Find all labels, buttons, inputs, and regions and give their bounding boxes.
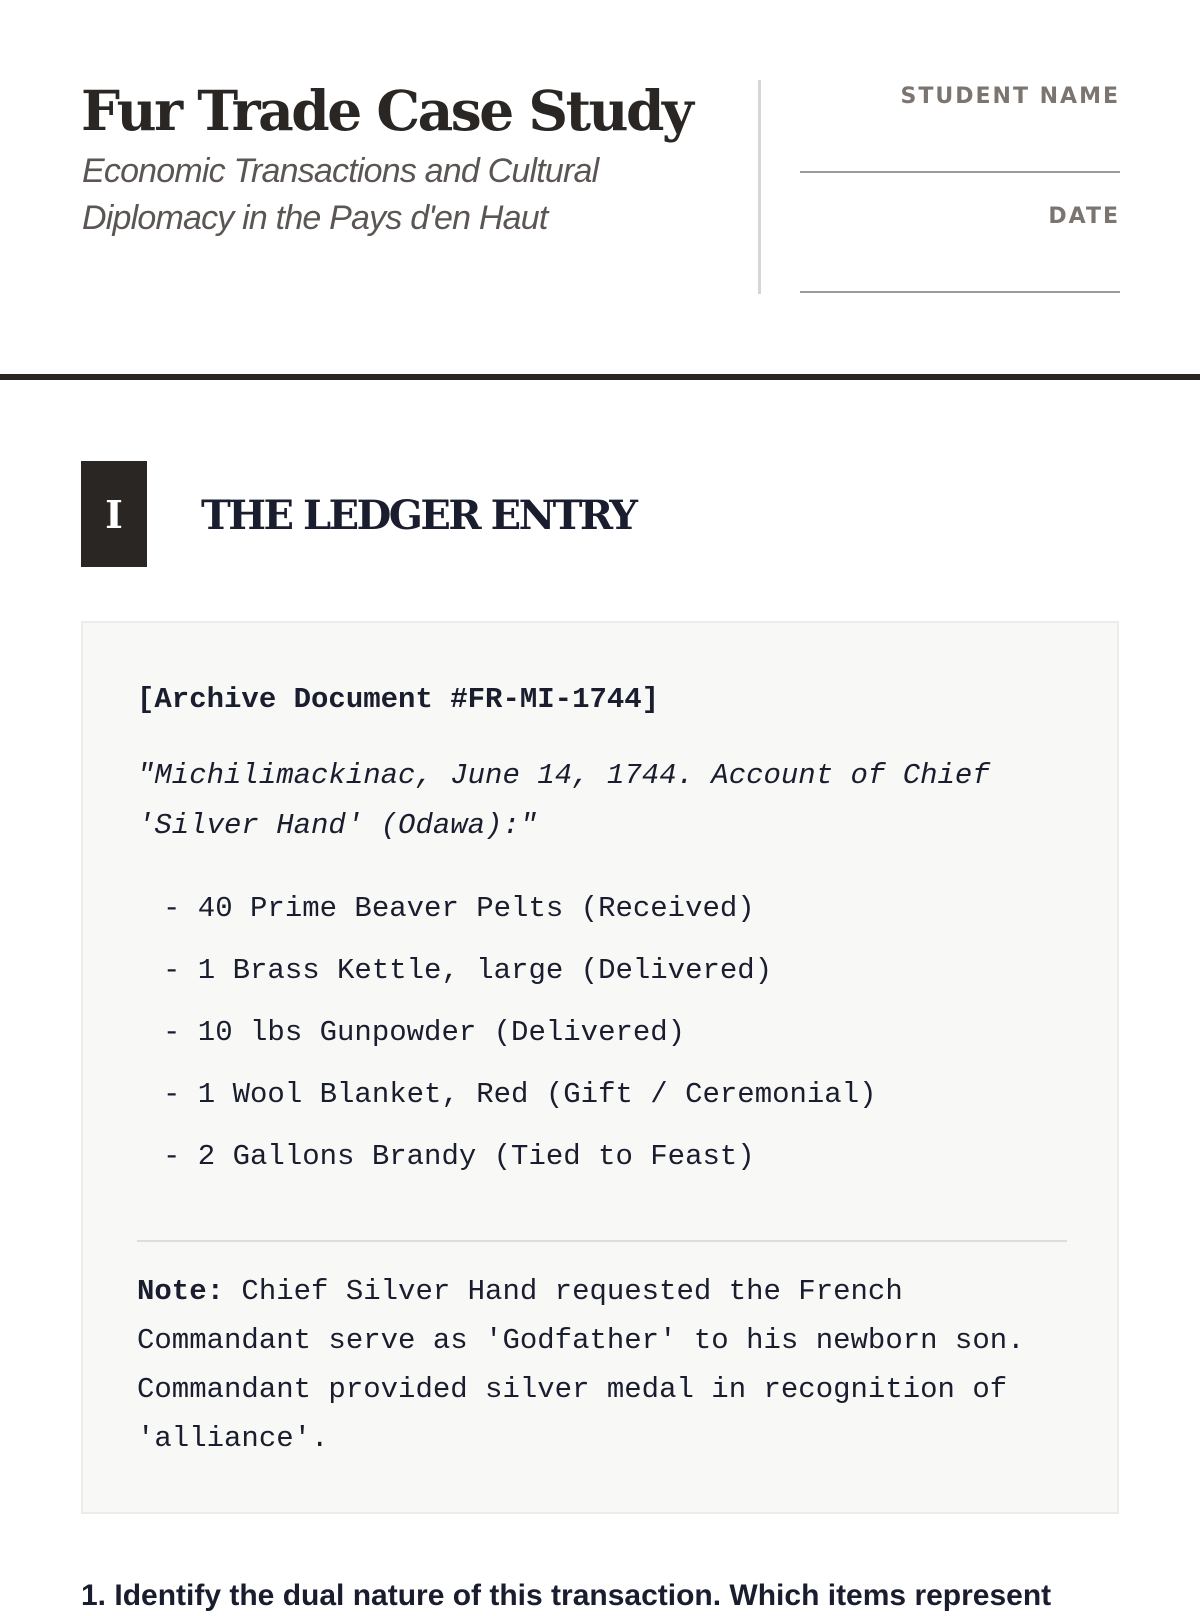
date-label: DATE — [1048, 204, 1120, 229]
ledger-item: - 1 Wool Blanket, Red (Gift / Ceremonial) — [163, 1078, 877, 1111]
note-text: Chief Silver Hand requested the French Commandant serve as 'Godfather' to his newborn son. Commandant provided silver medal in recognition of 'alliance'. — [137, 1275, 1025, 1455]
question-1: 1. Identify the dual nature of this transaction. Which items represent — [81, 1579, 1052, 1612]
date-field[interactable] — [800, 291, 1120, 293]
archive-document-box — [81, 621, 1119, 1514]
student-name-field[interactable] — [800, 171, 1120, 173]
page-subtitle: Economic Transactions and Cultural Diplomacy in the Pays d'en Haut — [82, 152, 599, 237]
ledger-item-list — [163, 889, 877, 1199]
archive-document-intro: "Michilimackinac, June 14, 1744. Account of Chief 'Silver Hand' (Odawa):" — [137, 759, 990, 842]
ledger-item: - 10 lbs Gunpowder (Delivered) — [163, 1016, 686, 1049]
header-rule — [0, 374, 1200, 380]
note-label: Note: — [137, 1275, 225, 1308]
header-divider — [758, 80, 761, 294]
page-title: Fur Trade Case Study — [81, 78, 692, 143]
document-note — [137, 1267, 1087, 1463]
document-divider — [137, 1240, 1067, 1242]
section-number-badge: I — [81, 461, 147, 567]
ledger-item: - 2 Gallons Brandy (Tied to Feast) — [163, 1140, 755, 1173]
worksheet-header — [0, 0, 1200, 380]
archive-document-id: [Archive Document #FR-MI-1744] — [137, 683, 660, 716]
ledger-item: - 40 Prime Beaver Pelts (Received) — [163, 892, 755, 925]
section-title: THE LEDGER ENTRY — [201, 492, 636, 539]
ledger-item: - 1 Brass Kettle, large (Delivered) — [163, 954, 773, 987]
student-name-label: STUDENT NAME — [900, 84, 1120, 109]
